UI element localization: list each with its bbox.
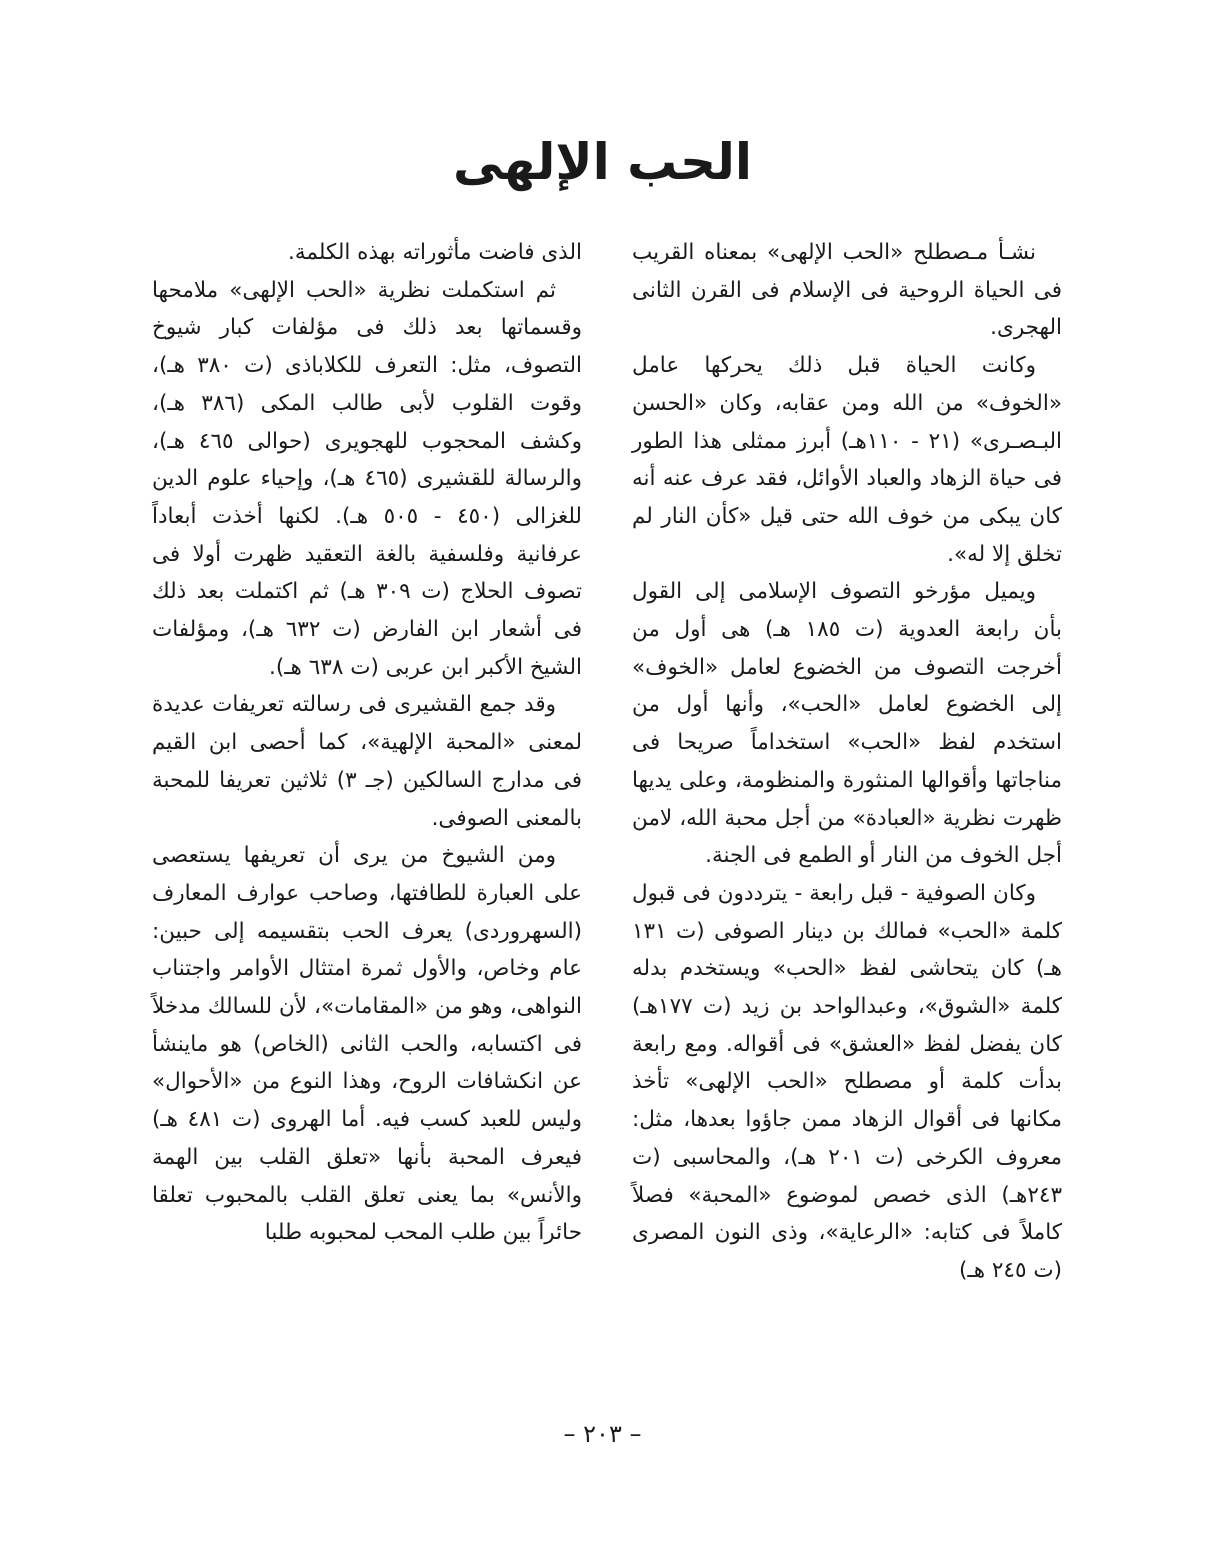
paragraph: ويميل مؤرخو التصوف الإسلامى إلى القول بأن رابعة العدوية (ت ١٨٥ هـ) هى أول من أخرجت التصوف من الخضوع لعامل «الخوف» إلى الخضوع لعامل «الحب»، وأنها أول من استخدم لفظ «الحب» استخداماً صريحا فى مناجاتها وأقوالها المنثورة والمنظومة، وعلى يديها ظهرت نظرية «العبادة» من أجل محبة الله، لامن أجل الخوف من النار أو الطمع فى الجنة. <box>632 579 1062 869</box>
paragraph: ومن الشيوخ من يرى أن تعريفها يستعصى على العبارة للطافتها، وصاحب عوارف المعارف (السهروردى) يعرف الحب بتقسيمه إلى حبين: عام وخاص، والأول ثمرة امتثال الأوامر واجتناب النواهى، وهو من «المقامات»، لأن للسالك مدخلاً فى اكتسابه، والحب الثانى (الخاص) هو ماينشأ عن انكشافات الروح، وهذا النوع من «الأحوال» وليس للعبد كسب فيه. أما الهروى (ت ٤٨١ هـ) فيعرف المحبة بأنها «تعلق القلب بين الهمة والأنس» بما يعنى تعلق القلب بالمحبوب تعلقا حائراً بين طلب المحب لمحبوبه طلبا <box>152 843 582 1246</box>
paragraph: وقد جمع القشيرى فى رسالته تعريفات عديدة لمعنى «المحبة الإلهية»، كما أحصى ابن القيم فى مدارج السالكين (جـ ٣) ثلاثين تعريفا للمحبة بالمعنى الصوفى. <box>152 692 582 831</box>
paragraph: نشـأ مـصطلح «الحب الإلهى» بمعناه القريب فى الحياة الروحية فى الإسلام فى القرن الثانى الهجرى. <box>632 240 1062 341</box>
paragraph: وكان الصوفية - قبل رابعة - يترددون فى قبول كلمة «الحب» فمالك بن دينار الصوفى (ت ١٣١ هـ) كان يتحاشى لفظ «الحب» ويستخدم بدله كلمة «الشوق»، وعبدالواحد بن زيد (ت ١٧٧هـ) كان يفضل لفظ «العشق» فى أقواله. ومع رابعة بدأت كلمة أو مصطلح «الحب الإلهى» تأخذ مكانها فى أقوال الزهاد ممن جاؤوا بعدها، مثل: معروف الكرخى (ت ٢٠١ هـ)، والمحاسبى (ت ٢٤٣هـ) الذى خصص لموضوع «المحبة» فصلاً كاملاً فى كتابه: «الرعاية»، وذى النون المصرى (ت ٢٤٥ هـ) <box>632 880 1062 1283</box>
paragraph: وكانت الحياة قبل ذلك يحركها عامل «الخوف» من الله ومن عقابه، وكان «الحسن البـصـرى» (٢١ - ١١٠هـ) أبرز ممثلى هذا الطور فى حياة الزهاد والعباد الأوائل، فقد عرف عنه أنه كان يبكى من خوف الله حتى قيل «كأن النار لم تخلق إلا له». <box>632 353 1062 567</box>
page-title: الحب الإلهى <box>452 133 753 191</box>
left-column <box>152 234 582 1252</box>
paragraph: ثم استكملت نظرية «الحب الإلهى» ملامحها وقسماتها بعد ذلك فى مؤلفات كبار شيوخ التصوف، مثل: التعرف للكلاباذى (ت ٣٨٠ هـ)، وقوت القلوب لأبى طالب المكى (٣٨٦ هـ)، وكشف المحجوب للهجويرى (حوالى ٤٦٥ هـ)، والرسالة للقشيرى (٤٦٥ هـ)، وإحياء علوم الدين للغزالى (٤٥٠ - ٥٠٥ هـ). لكنها أخذت أبعاداً عرفانية وفلسفية بالغة التعقيد ظهرت أولا فى تصوف الحلاج (ت ٣٠٩ هـ) ثم اكتملت بعد ذلك فى أشعار ابن الفارض (ت ٦٣٢ هـ)، ومؤلفات الشيخ الأكبر ابن عربى (ت ٦٣٨ هـ). <box>152 277 583 680</box>
paragraph-continuation: الذى فاضت مأثوراته بهذه الكلمة. <box>288 240 582 265</box>
page-number: – ٢٠٣ – <box>563 1420 642 1448</box>
right-column <box>632 234 1062 1290</box>
